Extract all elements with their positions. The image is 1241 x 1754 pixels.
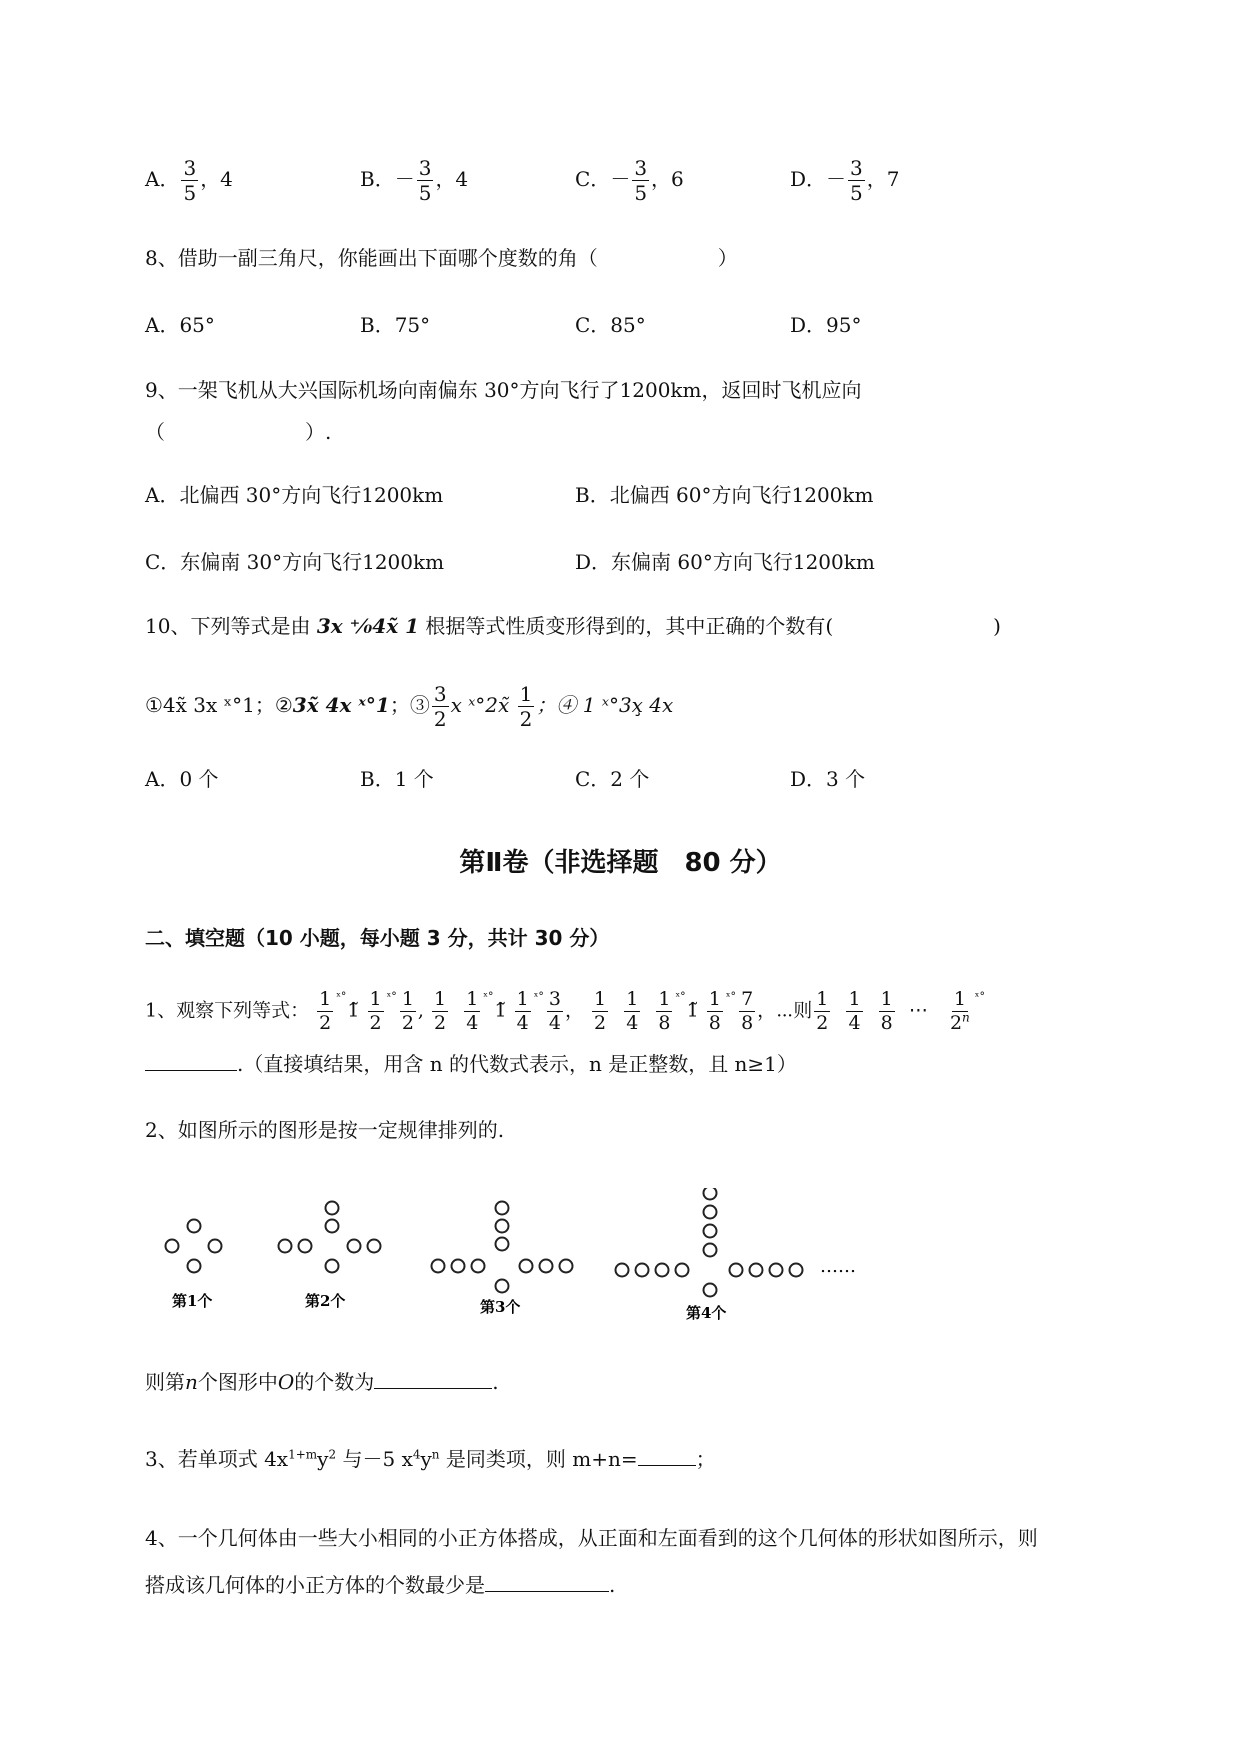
fraction: $\frac{1}{2}$ [594, 988, 607, 1034]
q9-stem-line2: （ ）. [145, 420, 332, 444]
fraction: $\frac{3}{5}$ [183, 156, 197, 205]
fraction: $\frac{3}{5}$ [634, 156, 648, 205]
operator-glyph: ˣ° [725, 990, 737, 1003]
operator-glyph: ˣ° [483, 990, 494, 1003]
fraction: $\frac{1}{2}$ [369, 988, 382, 1034]
q8-stem: 8、借助一副三角尺，你能画出下面哪个度数的角（ ） [145, 246, 738, 270]
f1-line2: .（直接填结果，用含 n 的代数式表示，n 是正整数，且 n≥1） [145, 1050, 797, 1076]
fraction: $\frac{1}{2}$ [401, 988, 414, 1034]
q7-option-d: D．－ $\frac{3}{5}$ ，7 [790, 156, 900, 205]
fraction: $\frac{3}{5}$ [850, 156, 863, 205]
figure-ellipsis: …… [820, 1256, 856, 1277]
q8-option-c: C．85° [575, 313, 646, 337]
q10-stem: 10、下列等式是由 3x ⁺⁄₀4x̃ 1 根据等式性质变形得到的，其中正确的个数有( ) [145, 614, 1001, 638]
q10-item-4: ；④ 1 ˣ°3x̧ 4x [536, 693, 674, 717]
answer-blank[interactable] [485, 1571, 609, 1592]
q7-option-b: B．－ $\frac{3}{5}$ ，4 [360, 156, 469, 205]
answer-blank[interactable] [638, 1445, 696, 1466]
operator-glyph: ˣ° [675, 990, 686, 1003]
q8-option-a: A．65° [145, 313, 215, 337]
operator-glyph: ˣ° [533, 990, 544, 1003]
f2-question: 则第n个图形中O的个数为 . [145, 1370, 499, 1394]
q9-option-b: B．北偏西 60°方向飞行1200km [575, 483, 874, 507]
pattern-figure [150, 1188, 1050, 1338]
fraction: $\frac{1}{4}$ [848, 988, 861, 1034]
fraction: $\frac{1}{8}$ [708, 988, 721, 1034]
q10-item-3: x ˣ°2x̃ [450, 693, 516, 717]
q10-option-b: B．1 个 [360, 767, 434, 791]
answer-blank[interactable] [374, 1368, 492, 1389]
q10-item-1: ①4x̃ 3x ˣ°1； [145, 693, 275, 717]
fraction: $\frac{3}{5}$ [418, 156, 432, 205]
figure-label-1: 第1个 [172, 1292, 213, 1310]
q9-option-a: A．北偏西 30°方向飞行1200km [145, 483, 444, 507]
operator-glyph: ˣ° [386, 990, 397, 1003]
fraction: $\frac{7}{8}$ [741, 988, 754, 1034]
fraction: $\frac{1}{4}$ [626, 988, 639, 1034]
fraction: $\frac{1}{2}$ [519, 682, 533, 731]
q9-option-c: C．东偏南 30°方向飞行1200km [145, 550, 445, 574]
figure-label-3: 第3个 [480, 1298, 521, 1316]
figure-label-4: 第4个 [686, 1304, 727, 1322]
q9-option-d: D．东偏南 60°方向飞行1200km [575, 550, 875, 574]
f1-equations: 1、观察下列等式： $\frac{1}{2}$ $^{ˣ^\circ}$1̃ $\frac{1}{2}$ $^{ˣ^\circ}$ $\frac{1}{2}$ , $\frac{1}{2}$ $\frac{1}{4}$ $^{ˣ^\circ}$1̃ $\frac{1}{4}$ $^{ˣ^\circ}$ $\frac{3}{4}$ ， $\frac{1}{2}$ $\frac{1}{4}$ $\frac{1}{8}$ $^{ˣ^\circ}$1̃ $\frac{1}{8}$ $^{ˣ^\circ}$ $\frac{7}{8}$ ，⋯则 $\frac{1}{2}$ $\frac{1}{4}$ $\frac{1}{8}$ ⋯ $\frac{1}{2^n}$ $^{ˣ^\circ}$ [145, 988, 985, 1034]
q7-option-a: A． $\frac{3}{5}$ ，4 [145, 156, 233, 205]
q10-option-c: C．2 个 [575, 767, 650, 791]
f2-stem: 2、如图所示的图形是按一定规律排列的. [145, 1118, 505, 1142]
section-subtitle: 二、填空题（10 小题，每小题 3 分，共计 30 分） [145, 926, 610, 950]
q10-item-2: 3x̃ 4x ˣ°1 [292, 693, 390, 717]
fraction: $\frac{1}{2}$ [319, 988, 332, 1034]
q10-equation: 3x ⁺⁄₀4x̃ 1 [316, 614, 419, 638]
fraction: $\frac{1}{4}$ [516, 988, 529, 1034]
fraction: $\frac{1}{2}$ [816, 988, 829, 1034]
fraction: $\frac{3}{2}$ [433, 682, 447, 731]
operator-glyph: ˣ° [974, 990, 985, 1003]
answer-blank[interactable] [145, 1050, 237, 1071]
fraction: $\frac{1}{2^n}$ [949, 988, 970, 1034]
q8-option-b: B．75° [360, 313, 431, 337]
q7-option-c: C．－ $\frac{3}{5}$ ，6 [575, 156, 684, 205]
fraction: $\frac{1}{2}$ [434, 988, 447, 1034]
section-title: 第Ⅱ卷（非选择题 80 分） [459, 848, 782, 878]
fraction: $\frac{3}{4}$ [548, 988, 561, 1034]
fraction: $\frac{1}{4}$ [466, 988, 479, 1034]
f4-line2: 搭成该几何体的小正方体的个数最少是 . [145, 1573, 616, 1597]
operator-glyph: ˣ° [336, 990, 347, 1003]
f3-question: 3、若单项式 $4x^{1+m}y^2$ 与－5 $x^4y^n$ 是同类项，则 m+n= ； [145, 1447, 716, 1471]
q10-items: ①4x̃ 3x ˣ°1；②3x̃ 4x ˣ°1；③ $\frac{3}{2}$ x ˣ°2x̃ $\frac{1}{2}$ ；④ 1 ˣ°3x̧ 4x [145, 682, 674, 731]
fraction: $\frac{1}{8}$ [880, 988, 893, 1034]
fraction: $\frac{1}{8}$ [658, 988, 671, 1034]
f4-line1: 4、一个几何体由一些大小相同的小正方体搭成，从正面和左面看到的这个几何体的形状如图所示，则 [145, 1526, 1038, 1550]
q10-option-d: D．3 个 [790, 767, 866, 791]
figure-label-2: 第2个 [305, 1292, 346, 1310]
q8-option-d: D．95° [790, 313, 862, 337]
q10-option-a: A．0 个 [145, 767, 219, 791]
q9-stem-line1: 9、一架飞机从大兴国际机场向南偏东 30°方向飞行了1200km，返回时飞机应向 [145, 378, 862, 402]
